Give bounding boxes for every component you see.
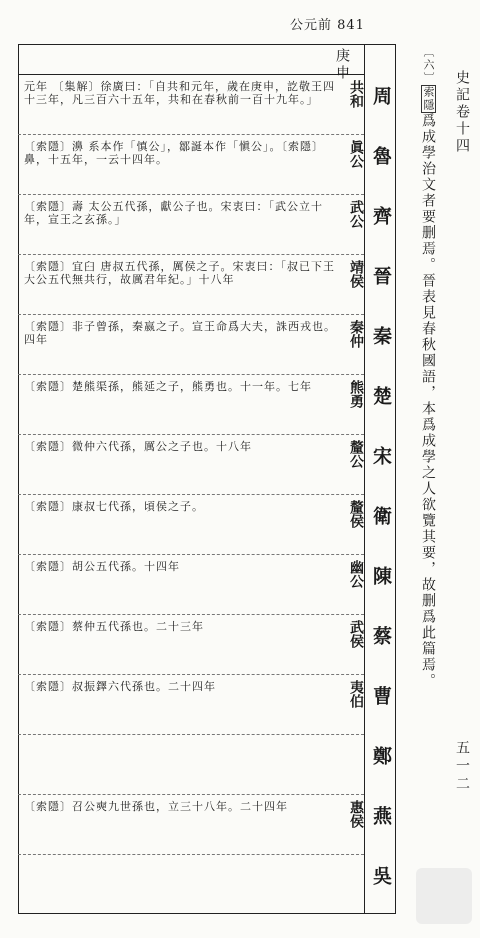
year-header: 公元前 841 [290,18,365,33]
ruler-name: 釐公 [348,440,364,468]
ruler-name: 靖侯 [348,260,364,288]
state-name: 曹 [370,686,392,705]
row-divider [18,794,364,795]
state-name: 吳 [370,866,392,885]
row-divider [18,314,364,315]
commentary [418,46,438,689]
page-number: 五一二 [454,740,470,794]
state-name: 衛 [370,506,392,525]
note-number: 〔六〕 [422,46,435,85]
table-header-rule [18,74,364,75]
ruler-name: 武侯 [348,620,364,648]
ruler-name: 眞公 [348,140,364,168]
state-name: 秦 [370,326,392,345]
state-name: 宋 [370,446,392,465]
table-cell: 〔索隱〕召公奭九世孫也，立三十八年。二十四年 [24,800,288,813]
table-cell: 〔索隱〕壽 太公五代孫，獻公子也。宋衷曰：「武公立十年，宣王之玄孫。」 [24,200,323,226]
row-divider [18,194,364,195]
state-name: 蔡 [370,626,392,645]
ruler-name: 秦仲 [348,320,364,348]
state-name: 齊 [370,206,392,225]
ruler-name: 惠侯 [348,800,364,828]
table-cell: 〔索隱〕胡公五代孫。十四年 [24,560,180,573]
state-name: 陳 [370,566,392,585]
table-cell: 〔索隱〕蔡仲五代孫也。二十三年 [24,620,204,633]
table-cell: 〔索隱〕非子曾孫，秦嬴之子。宣王命爲大夫，誅西戎也。四年 [24,320,336,346]
row-divider [18,494,364,495]
ruler-name: 釐侯 [348,500,364,528]
state-name: 周 [370,86,392,105]
table-cell: 〔索隱〕濞 系本作「慎公」，鄒誕本作「愼公」。〔索隱〕鼻，十五年，一云十四年。 [24,140,324,166]
table-cell: 〔索隱〕叔振鐸六代孫也。二十四年 [24,680,216,693]
state-name: 晉 [370,266,392,285]
table-cell: 〔索隱〕康叔七代孫，頃侯之子。 [24,500,204,513]
state-column [364,44,396,914]
ruler-name: 武公 [348,200,364,228]
state-name: 鄭 [370,746,392,765]
table-cell: 〔索隱〕宜臼 唐叔五代孫，厲侯之子。宋衷曰：「叔已下王大公五代無共行，故厲君年紀。」十八年 [24,260,335,286]
table-cell: 〔索隱〕微仲六代孫，厲公之子也。十八年 [24,440,252,453]
row-divider [18,134,364,135]
state-name: 楚 [370,386,392,405]
row-divider [18,674,364,675]
row-divider [18,854,364,855]
ruler-name: 共和 [348,80,364,108]
table-cell: 〔索隱〕楚熊渠孫，熊延之子，熊勇也。十一年。七年 [24,380,312,393]
row-divider [18,734,364,735]
volume-title: 史記卷十四 [454,70,470,155]
ruler-name: 熊勇 [348,380,364,408]
row-divider [18,374,364,375]
row-divider [18,614,364,615]
row-divider [18,434,364,435]
table-cell: 元年 〔集解〕徐廣曰：「自共和元年，歲在庚申，訖敬王四十三年，凡三百六十五年，共和在春秋前一百十九年。」 [24,80,335,106]
commentary-text: 爲成學治文者要删焉。晉表見春秋國語，本爲成學之人欲覽其要，故删爲此篇焉。 [420,113,436,689]
ruler-name: 幽公 [348,560,364,588]
state-name: 魯 [370,146,392,165]
suoyin-tag: 索隱 [422,86,435,112]
row-divider [18,554,364,555]
ganzhi-year: 庚申 [334,48,350,82]
publisher-seal-watermark [416,868,472,924]
row-divider [18,254,364,255]
state-name: 燕 [370,806,392,825]
ruler-name: 夷伯 [348,680,364,708]
